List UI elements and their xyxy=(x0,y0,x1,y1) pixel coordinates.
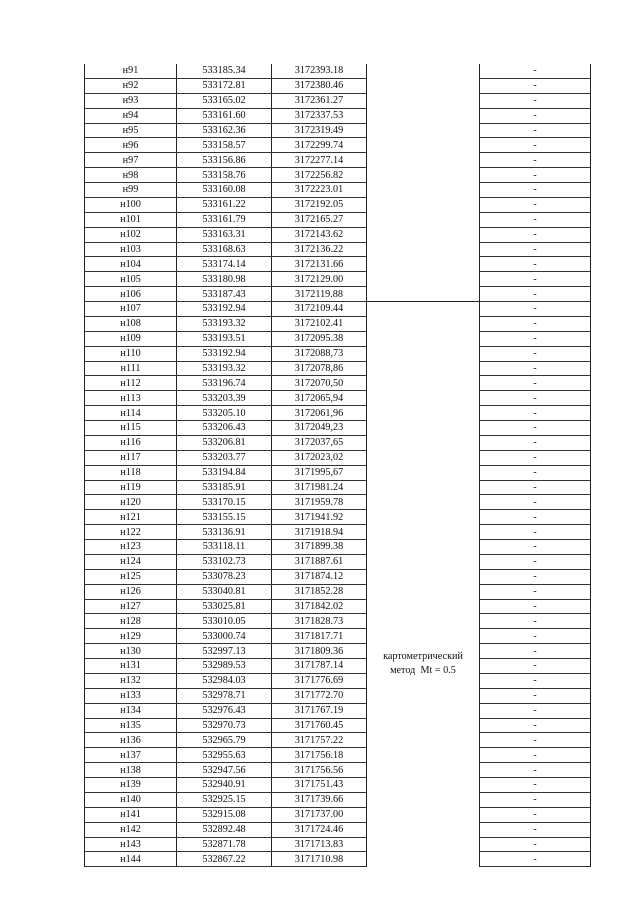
accuracy-dash-cell: - xyxy=(480,212,591,227)
point-name-cell: н141 xyxy=(85,807,177,822)
y-coordinate-cell: 3171842.02 xyxy=(272,599,367,614)
point-name-cell: н140 xyxy=(85,792,177,807)
table-row xyxy=(85,540,591,555)
y-coordinate-cell: 3172049,23 xyxy=(272,421,367,436)
point-name-cell: н143 xyxy=(85,837,177,852)
point-name-cell: н105 xyxy=(85,272,177,287)
point-name-cell: н111 xyxy=(85,361,177,376)
y-coordinate-cell: 3172131.66 xyxy=(272,257,367,272)
accuracy-dash-cell: - xyxy=(480,495,591,510)
y-coordinate-cell: 3171817.71 xyxy=(272,629,367,644)
point-name-cell: н142 xyxy=(85,822,177,837)
x-coordinate-cell: 532978.71 xyxy=(177,688,272,703)
x-coordinate-cell: 533192.94 xyxy=(177,302,272,317)
table-row xyxy=(85,673,591,688)
y-coordinate-cell: 3171767.19 xyxy=(272,703,367,718)
point-name-cell: н103 xyxy=(85,242,177,257)
point-name-cell: н139 xyxy=(85,778,177,793)
coordinates-table-sheet xyxy=(84,64,585,865)
x-coordinate-cell: 533172.81 xyxy=(177,78,272,93)
y-coordinate-cell: 3171760.45 xyxy=(272,718,367,733)
method-note-line2: метод Mt = 0.5 xyxy=(390,665,456,677)
point-name-cell: н95 xyxy=(85,123,177,138)
table-row xyxy=(85,688,591,703)
table-row xyxy=(85,287,591,302)
point-name-cell: н98 xyxy=(85,168,177,183)
accuracy-dash-cell: - xyxy=(480,465,591,480)
accuracy-dash-cell: - xyxy=(480,673,591,688)
accuracy-dash-cell: - xyxy=(480,227,591,242)
y-coordinate-cell: 3172078,86 xyxy=(272,361,367,376)
point-name-cell: н107 xyxy=(85,302,177,317)
x-coordinate-cell: 533168.63 xyxy=(177,242,272,257)
point-name-cell: н130 xyxy=(85,644,177,659)
x-coordinate-cell: 533193.51 xyxy=(177,331,272,346)
accuracy-dash-cell: - xyxy=(480,778,591,793)
point-name-cell: н129 xyxy=(85,629,177,644)
y-coordinate-cell: 3172070,50 xyxy=(272,376,367,391)
point-name-cell: н132 xyxy=(85,673,177,688)
method-note-line1: картометрический xyxy=(383,651,463,663)
y-coordinate-cell: 3171941.92 xyxy=(272,510,367,525)
accuracy-dash-cell: - xyxy=(480,108,591,123)
table-row xyxy=(85,763,591,778)
point-name-cell: н108 xyxy=(85,316,177,331)
table-row xyxy=(85,807,591,822)
x-coordinate-cell: 533180.98 xyxy=(177,272,272,287)
y-coordinate-cell: 3172023,02 xyxy=(272,450,367,465)
table-row xyxy=(85,480,591,495)
x-coordinate-cell: 532997.13 xyxy=(177,644,272,659)
x-coordinate-cell: 533206.81 xyxy=(177,435,272,450)
point-name-cell: н131 xyxy=(85,659,177,674)
table-row xyxy=(85,450,591,465)
point-name-cell: н106 xyxy=(85,287,177,302)
table-row xyxy=(85,792,591,807)
y-coordinate-cell: 3172095.38 xyxy=(272,331,367,346)
table-row xyxy=(85,197,591,212)
point-name-cell: н113 xyxy=(85,391,177,406)
x-coordinate-cell: 533161.60 xyxy=(177,108,272,123)
accuracy-dash-cell: - xyxy=(480,435,591,450)
table-row xyxy=(85,316,591,331)
accuracy-dash-cell: - xyxy=(480,852,591,867)
accuracy-dash-cell: - xyxy=(480,540,591,555)
accuracy-dash-cell: - xyxy=(480,406,591,421)
point-name-cell: н115 xyxy=(85,421,177,436)
y-coordinate-cell: 3172088,73 xyxy=(272,346,367,361)
y-coordinate-cell: 3172143.62 xyxy=(272,227,367,242)
x-coordinate-cell: 533193.32 xyxy=(177,361,272,376)
x-coordinate-cell: 532871.78 xyxy=(177,837,272,852)
point-name-cell: н121 xyxy=(85,510,177,525)
point-name-cell: н125 xyxy=(85,569,177,584)
accuracy-dash-cell: - xyxy=(480,614,591,629)
point-name-cell: н109 xyxy=(85,331,177,346)
table-row xyxy=(85,78,591,93)
accuracy-dash-cell: - xyxy=(480,584,591,599)
y-coordinate-cell: 3171772.70 xyxy=(272,688,367,703)
point-name-cell: н136 xyxy=(85,733,177,748)
x-coordinate-cell: 533010.05 xyxy=(177,614,272,629)
point-name-cell: н99 xyxy=(85,183,177,198)
table-row xyxy=(85,510,591,525)
table-row xyxy=(85,168,591,183)
x-coordinate-cell: 533196.74 xyxy=(177,376,272,391)
y-coordinate-cell: 3171959.78 xyxy=(272,495,367,510)
y-coordinate-cell: 3172299.74 xyxy=(272,138,367,153)
x-coordinate-cell: 533118.11 xyxy=(177,540,272,555)
table-row xyxy=(85,138,591,153)
accuracy-dash-cell: - xyxy=(480,197,591,212)
point-name-cell: н126 xyxy=(85,584,177,599)
point-name-cell: н100 xyxy=(85,197,177,212)
x-coordinate-cell: 532976.43 xyxy=(177,703,272,718)
table-row xyxy=(85,242,591,257)
accuracy-dash-cell: - xyxy=(480,822,591,837)
table-row xyxy=(85,778,591,793)
y-coordinate-cell: 3172223.01 xyxy=(272,183,367,198)
accuracy-dash-cell: - xyxy=(480,316,591,331)
table-row xyxy=(85,495,591,510)
table-row xyxy=(85,227,591,242)
point-name-cell: н119 xyxy=(85,480,177,495)
table-row xyxy=(85,644,591,659)
accuracy-dash-cell: - xyxy=(480,346,591,361)
point-name-cell: н127 xyxy=(85,599,177,614)
table-row xyxy=(85,64,591,78)
y-coordinate-cell: 3171899.38 xyxy=(272,540,367,555)
accuracy-dash-cell: - xyxy=(480,450,591,465)
accuracy-dash-cell: - xyxy=(480,510,591,525)
y-coordinate-cell: 3172037,65 xyxy=(272,435,367,450)
accuracy-dash-cell: - xyxy=(480,792,591,807)
point-name-cell: н104 xyxy=(85,257,177,272)
table-row xyxy=(85,123,591,138)
table-row xyxy=(85,391,591,406)
point-name-cell: н117 xyxy=(85,450,177,465)
y-coordinate-cell: 3171756.56 xyxy=(272,763,367,778)
point-name-cell: н138 xyxy=(85,763,177,778)
x-coordinate-cell: 532989.53 xyxy=(177,659,272,674)
x-coordinate-cell: 533185.91 xyxy=(177,480,272,495)
accuracy-dash-cell: - xyxy=(480,644,591,659)
table-row xyxy=(85,554,591,569)
table-row xyxy=(85,108,591,123)
accuracy-dash-cell: - xyxy=(480,659,591,674)
x-coordinate-cell: 533165.02 xyxy=(177,93,272,108)
accuracy-dash-cell: - xyxy=(480,599,591,614)
x-coordinate-cell: 532965.79 xyxy=(177,733,272,748)
x-coordinate-cell: 533194.84 xyxy=(177,465,272,480)
x-coordinate-cell: 533155.15 xyxy=(177,510,272,525)
coordinates-table-body xyxy=(85,64,591,867)
accuracy-dash-cell: - xyxy=(480,480,591,495)
x-coordinate-cell: 532947.56 xyxy=(177,763,272,778)
x-coordinate-cell: 533102.73 xyxy=(177,554,272,569)
x-coordinate-cell: 532984.03 xyxy=(177,673,272,688)
table-row xyxy=(85,331,591,346)
table-row xyxy=(85,421,591,436)
x-coordinate-cell: 532955.63 xyxy=(177,748,272,763)
accuracy-dash-cell: - xyxy=(480,703,591,718)
x-coordinate-cell: 533162.36 xyxy=(177,123,272,138)
y-coordinate-cell: 3172061,96 xyxy=(272,406,367,421)
accuracy-dash-cell: - xyxy=(480,64,591,78)
x-coordinate-cell: 533206.43 xyxy=(177,421,272,436)
accuracy-dash-cell: - xyxy=(480,525,591,540)
point-name-cell: н120 xyxy=(85,495,177,510)
x-coordinate-cell: 533203.77 xyxy=(177,450,272,465)
x-coordinate-cell: 532915.08 xyxy=(177,807,272,822)
point-name-cell: н116 xyxy=(85,435,177,450)
y-coordinate-cell: 3171981.24 xyxy=(272,480,367,495)
table-row xyxy=(85,406,591,421)
x-coordinate-cell: 532970.73 xyxy=(177,718,272,733)
accuracy-dash-cell: - xyxy=(480,421,591,436)
table-row xyxy=(85,569,591,584)
point-name-cell: н118 xyxy=(85,465,177,480)
point-name-cell: н96 xyxy=(85,138,177,153)
accuracy-dash-cell: - xyxy=(480,361,591,376)
table-row xyxy=(85,346,591,361)
y-coordinate-cell: 3171995,67 xyxy=(272,465,367,480)
y-coordinate-cell: 3171756.18 xyxy=(272,748,367,763)
x-coordinate-cell: 533174.14 xyxy=(177,257,272,272)
accuracy-dash-cell: - xyxy=(480,376,591,391)
method-note-cell xyxy=(367,302,480,867)
point-name-cell: н102 xyxy=(85,227,177,242)
table-row xyxy=(85,361,591,376)
point-name-cell: н114 xyxy=(85,406,177,421)
accuracy-dash-cell: - xyxy=(480,688,591,703)
accuracy-dash-cell: - xyxy=(480,629,591,644)
point-name-cell: н144 xyxy=(85,852,177,867)
y-coordinate-cell: 3172102.41 xyxy=(272,316,367,331)
y-coordinate-cell: 3172277.14 xyxy=(272,153,367,168)
table-row xyxy=(85,302,591,317)
y-coordinate-cell: 3172361.27 xyxy=(272,93,367,108)
x-coordinate-cell: 532925.15 xyxy=(177,792,272,807)
x-coordinate-cell: 533156.86 xyxy=(177,153,272,168)
x-coordinate-cell: 533160.08 xyxy=(177,183,272,198)
accuracy-dash-cell: - xyxy=(480,302,591,317)
point-name-cell: н133 xyxy=(85,688,177,703)
x-coordinate-cell: 533158.57 xyxy=(177,138,272,153)
accuracy-dash-cell: - xyxy=(480,93,591,108)
table-row xyxy=(85,465,591,480)
table-row xyxy=(85,614,591,629)
accuracy-dash-cell: - xyxy=(480,807,591,822)
x-coordinate-cell: 533136.91 xyxy=(177,525,272,540)
accuracy-dash-cell: - xyxy=(480,287,591,302)
coordinates-table xyxy=(84,64,591,867)
x-coordinate-cell: 533163.31 xyxy=(177,227,272,242)
y-coordinate-cell: 3172256.82 xyxy=(272,168,367,183)
accuracy-dash-cell: - xyxy=(480,837,591,852)
point-name-cell: н112 xyxy=(85,376,177,391)
y-coordinate-cell: 3172192.05 xyxy=(272,197,367,212)
x-coordinate-cell: 533078.23 xyxy=(177,569,272,584)
x-coordinate-cell: 532940.91 xyxy=(177,778,272,793)
table-row xyxy=(85,183,591,198)
table-row xyxy=(85,153,591,168)
x-coordinate-cell: 533185.34 xyxy=(177,64,272,78)
x-coordinate-cell: 532867.22 xyxy=(177,852,272,867)
x-coordinate-cell: 533203.39 xyxy=(177,391,272,406)
accuracy-dash-cell: - xyxy=(480,242,591,257)
y-coordinate-cell: 3172136.22 xyxy=(272,242,367,257)
y-coordinate-cell: 3172165.27 xyxy=(272,212,367,227)
table-row xyxy=(85,748,591,763)
table-row xyxy=(85,212,591,227)
table-row xyxy=(85,822,591,837)
x-coordinate-cell: 532892.48 xyxy=(177,822,272,837)
accuracy-dash-cell: - xyxy=(480,272,591,287)
y-coordinate-cell: 3172393.18 xyxy=(272,64,367,78)
x-coordinate-cell: 533170.15 xyxy=(177,495,272,510)
x-coordinate-cell: 533158.76 xyxy=(177,168,272,183)
point-name-cell: н93 xyxy=(85,93,177,108)
y-coordinate-cell: 3171852.28 xyxy=(272,584,367,599)
x-coordinate-cell: 533025.81 xyxy=(177,599,272,614)
accuracy-dash-cell: - xyxy=(480,733,591,748)
accuracy-dash-cell: - xyxy=(480,331,591,346)
y-coordinate-cell: 3172109.44 xyxy=(272,302,367,317)
point-name-cell: н92 xyxy=(85,78,177,93)
table-row xyxy=(85,584,591,599)
point-name-cell: н137 xyxy=(85,748,177,763)
x-coordinate-cell: 533000.74 xyxy=(177,629,272,644)
point-name-cell: н101 xyxy=(85,212,177,227)
accuracy-dash-cell: - xyxy=(480,78,591,93)
table-row xyxy=(85,525,591,540)
table-row xyxy=(85,703,591,718)
accuracy-dash-cell: - xyxy=(480,391,591,406)
table-row xyxy=(85,93,591,108)
y-coordinate-cell: 3171739.66 xyxy=(272,792,367,807)
table-row xyxy=(85,257,591,272)
y-coordinate-cell: 3171787.14 xyxy=(272,659,367,674)
point-name-cell: н128 xyxy=(85,614,177,629)
table-row xyxy=(85,629,591,644)
table-row xyxy=(85,659,591,674)
point-name-cell: н110 xyxy=(85,346,177,361)
accuracy-dash-cell: - xyxy=(480,138,591,153)
point-name-cell: н135 xyxy=(85,718,177,733)
accuracy-dash-cell: - xyxy=(480,257,591,272)
y-coordinate-cell: 3171887.61 xyxy=(272,554,367,569)
accuracy-dash-cell: - xyxy=(480,748,591,763)
accuracy-dash-cell: - xyxy=(480,153,591,168)
accuracy-dash-cell: - xyxy=(480,569,591,584)
table-row xyxy=(85,733,591,748)
point-name-cell: н94 xyxy=(85,108,177,123)
accuracy-dash-cell: - xyxy=(480,763,591,778)
table-row xyxy=(85,718,591,733)
table-row xyxy=(85,376,591,391)
y-coordinate-cell: 3172065,94 xyxy=(272,391,367,406)
y-coordinate-cell: 3172119.88 xyxy=(272,287,367,302)
table-row xyxy=(85,435,591,450)
y-coordinate-cell: 3171757.22 xyxy=(272,733,367,748)
table-row xyxy=(85,837,591,852)
y-coordinate-cell: 3171918.94 xyxy=(272,525,367,540)
point-name-cell: н122 xyxy=(85,525,177,540)
table-row xyxy=(85,599,591,614)
y-coordinate-cell: 3171874.12 xyxy=(272,569,367,584)
y-coordinate-cell: 3171776.69 xyxy=(272,673,367,688)
y-coordinate-cell: 3171724.46 xyxy=(272,822,367,837)
accuracy-dash-cell: - xyxy=(480,718,591,733)
y-coordinate-cell: 3172129.00 xyxy=(272,272,367,287)
accuracy-dash-cell: - xyxy=(480,183,591,198)
y-coordinate-cell: 3171809.36 xyxy=(272,644,367,659)
x-coordinate-cell: 533205.10 xyxy=(177,406,272,421)
x-coordinate-cell: 533192.94 xyxy=(177,346,272,361)
point-name-cell: н134 xyxy=(85,703,177,718)
method-cell-upper xyxy=(367,64,480,302)
point-name-cell: н97 xyxy=(85,153,177,168)
y-coordinate-cell: 3171710.98 xyxy=(272,852,367,867)
y-coordinate-cell: 3171713.83 xyxy=(272,837,367,852)
x-coordinate-cell: 533161.22 xyxy=(177,197,272,212)
x-coordinate-cell: 533040.81 xyxy=(177,584,272,599)
x-coordinate-cell: 533161.79 xyxy=(177,212,272,227)
y-coordinate-cell: 3171751.43 xyxy=(272,778,367,793)
point-name-cell: н91 xyxy=(85,64,177,78)
x-coordinate-cell: 533193.32 xyxy=(177,316,272,331)
table-row xyxy=(85,272,591,287)
y-coordinate-cell: 3172337.53 xyxy=(272,108,367,123)
accuracy-dash-cell: - xyxy=(480,554,591,569)
table-row xyxy=(85,852,591,867)
y-coordinate-cell: 3172380.46 xyxy=(272,78,367,93)
x-coordinate-cell: 533187.43 xyxy=(177,287,272,302)
point-name-cell: н124 xyxy=(85,554,177,569)
y-coordinate-cell: 3171737.00 xyxy=(272,807,367,822)
accuracy-dash-cell: - xyxy=(480,123,591,138)
accuracy-dash-cell: - xyxy=(480,168,591,183)
y-coordinate-cell: 3172319.49 xyxy=(272,123,367,138)
y-coordinate-cell: 3171828.73 xyxy=(272,614,367,629)
point-name-cell: н123 xyxy=(85,540,177,555)
